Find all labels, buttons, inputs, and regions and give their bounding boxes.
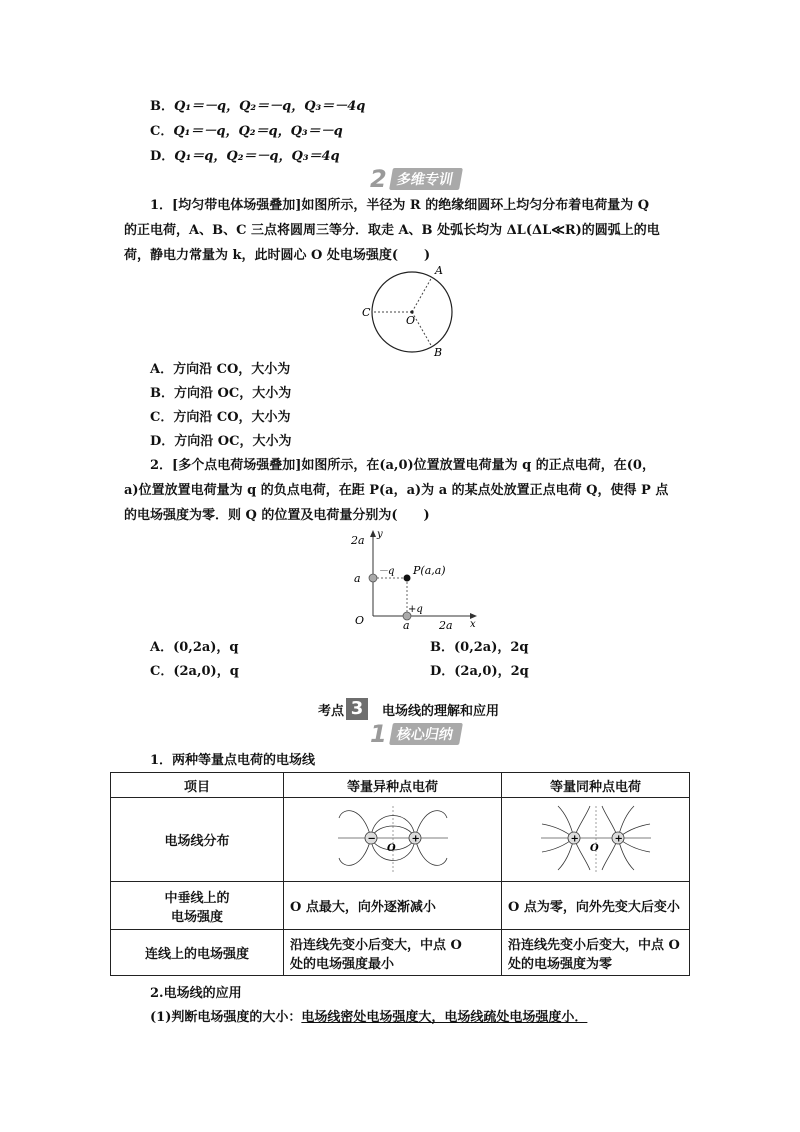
tick-a-x: a bbox=[403, 619, 410, 632]
application-title: 2.电场线的应用 bbox=[150, 986, 242, 1001]
q1-line1: 1．[均匀带电体场强叠加]如图所示，半径为 R 的绝缘细圆环上均匀分布着电荷量为 Q bbox=[150, 198, 650, 213]
underlined-answer: 电场线密处电场强度大，电场线疏处电场强度小． bbox=[301, 1010, 588, 1025]
table-cell-same-connecting: 沿连线先变小后变大，中点 O 处的电场强度为零 bbox=[502, 930, 690, 976]
q1-line3: 荷，静电力常量为 k，此时圆心 O 处电场强度( ) bbox=[124, 248, 431, 263]
tick-2a-x: 2a bbox=[439, 619, 453, 632]
ring-label-b: B bbox=[434, 346, 443, 359]
option-c-prev: C．Q₁＝－q，Q₂＝q，Q₃＝－q bbox=[150, 124, 343, 139]
q2-line2: a)位置放置电荷量为 q 的负点电荷，在距 P(a，a)为 a 的某点处放置正点电荷 Q，使得 P 点 bbox=[124, 483, 669, 498]
q1-line2: 的正电荷，A、B、C 三点将圆周三等分．取走 A、B 处弧长均为 ΔL(ΔL≪R)的圆弧上的电 bbox=[124, 223, 660, 238]
same-charges-field-diagram bbox=[536, 802, 656, 874]
opposite-charges-field-diagram bbox=[333, 802, 453, 874]
svg-text:−: − bbox=[367, 833, 376, 844]
banner-text: 核心归纳 bbox=[389, 723, 463, 745]
kaodian-prefix: 考点 bbox=[318, 703, 345, 719]
field-lines-table bbox=[110, 772, 690, 976]
section-banner-multidim bbox=[370, 167, 461, 191]
option-d-prev: D．Q₁＝q，Q₂＝－q，Q₃＝4q bbox=[150, 149, 340, 164]
coordinate-figure bbox=[345, 528, 480, 633]
q2-option-d: D．(2a,0)，2q bbox=[430, 664, 529, 679]
axis-x-label: x bbox=[470, 619, 476, 630]
q2-option-a: A．(0,2a)，q bbox=[150, 640, 239, 655]
q2-line1: 2．[多个点电荷场强叠加]如图所示，在(a,0)位置放置电荷量为 q 的正点电荷，在(0， bbox=[150, 458, 655, 473]
table-cell-same-perpendicular: O 点为零，向外先变大后变小 bbox=[502, 882, 690, 930]
table-title: 1．两种等量点电荷的电场线 bbox=[150, 753, 316, 768]
table-header-same: 等量同种点电荷 bbox=[502, 773, 690, 798]
charge-plus-q: +q bbox=[408, 604, 423, 615]
q1-option-d: D．方向沿 OC，大小为 bbox=[150, 434, 292, 449]
tick-a-y: a bbox=[354, 572, 361, 585]
kaodian-number-badge: 3 bbox=[346, 698, 368, 720]
ring-figure bbox=[360, 262, 460, 362]
ring-label-c: C bbox=[362, 306, 371, 319]
same-charges-diagram-cell bbox=[502, 798, 690, 882]
table-header-opposite: 等量异种点电荷 bbox=[284, 773, 502, 798]
svg-text:+: + bbox=[411, 833, 420, 844]
table-cell-opposite-perpendicular: O 点最大，向外逐渐减小 bbox=[284, 882, 502, 930]
q1-option-b: B．方向沿 OC，大小为 bbox=[150, 386, 292, 401]
ring-label-a: A bbox=[435, 264, 443, 277]
svg-text:O: O bbox=[386, 842, 396, 854]
svg-text:+: + bbox=[570, 833, 579, 844]
q1-option-a: A．方向沿 CO，大小为 bbox=[150, 362, 291, 377]
q2-line3: 的电场强度为零．则 Q 的位置及电荷量分别为( ) bbox=[124, 508, 430, 523]
table-row-label-perpendicular: 中垂线上的 电场强度 bbox=[111, 882, 284, 930]
kaodian-heading bbox=[318, 698, 499, 720]
charge-minus-q: －q bbox=[378, 566, 395, 577]
option-b-prev: B．Q₁＝－q，Q₂＝－q，Q₃＝－4q bbox=[150, 99, 366, 114]
application-item-1: (1)判断电场强度的大小：电场线密处电场强度大，电场线疏处电场强度小． bbox=[150, 1010, 588, 1025]
q1-option-c: C．方向沿 CO，大小为 bbox=[150, 410, 291, 425]
banner-number: 1 bbox=[370, 720, 387, 748]
ring-label-o: O bbox=[406, 314, 416, 327]
q2-option-c: C．(2a,0)，q bbox=[150, 664, 239, 679]
tick-2a-y: 2a bbox=[351, 534, 365, 547]
banner-number: 2 bbox=[370, 165, 387, 193]
banner-text: 多维专训 bbox=[389, 168, 463, 190]
kaodian-title: 电场线的理解和应用 bbox=[382, 703, 500, 719]
section-banner-core bbox=[370, 722, 461, 746]
svg-text:+: + bbox=[614, 833, 623, 844]
table-row-label-distribution: 电场线分布 bbox=[111, 798, 284, 882]
table-cell-opposite-connecting: 沿连线先变小后变大，中点 O 处的电场强度最小 bbox=[284, 930, 502, 976]
svg-text:O: O bbox=[589, 842, 599, 854]
axis-y-label: y bbox=[377, 529, 383, 540]
q2-option-b: B．(0,2a)，2q bbox=[430, 640, 529, 655]
point-p-label: P(a,a) bbox=[413, 564, 446, 577]
table-header-item: 项目 bbox=[111, 773, 284, 798]
table-row-label-connecting-line: 连线上的电场强度 bbox=[111, 930, 284, 976]
opposite-charges-diagram-cell bbox=[284, 798, 502, 882]
origin-label: O bbox=[355, 614, 365, 627]
